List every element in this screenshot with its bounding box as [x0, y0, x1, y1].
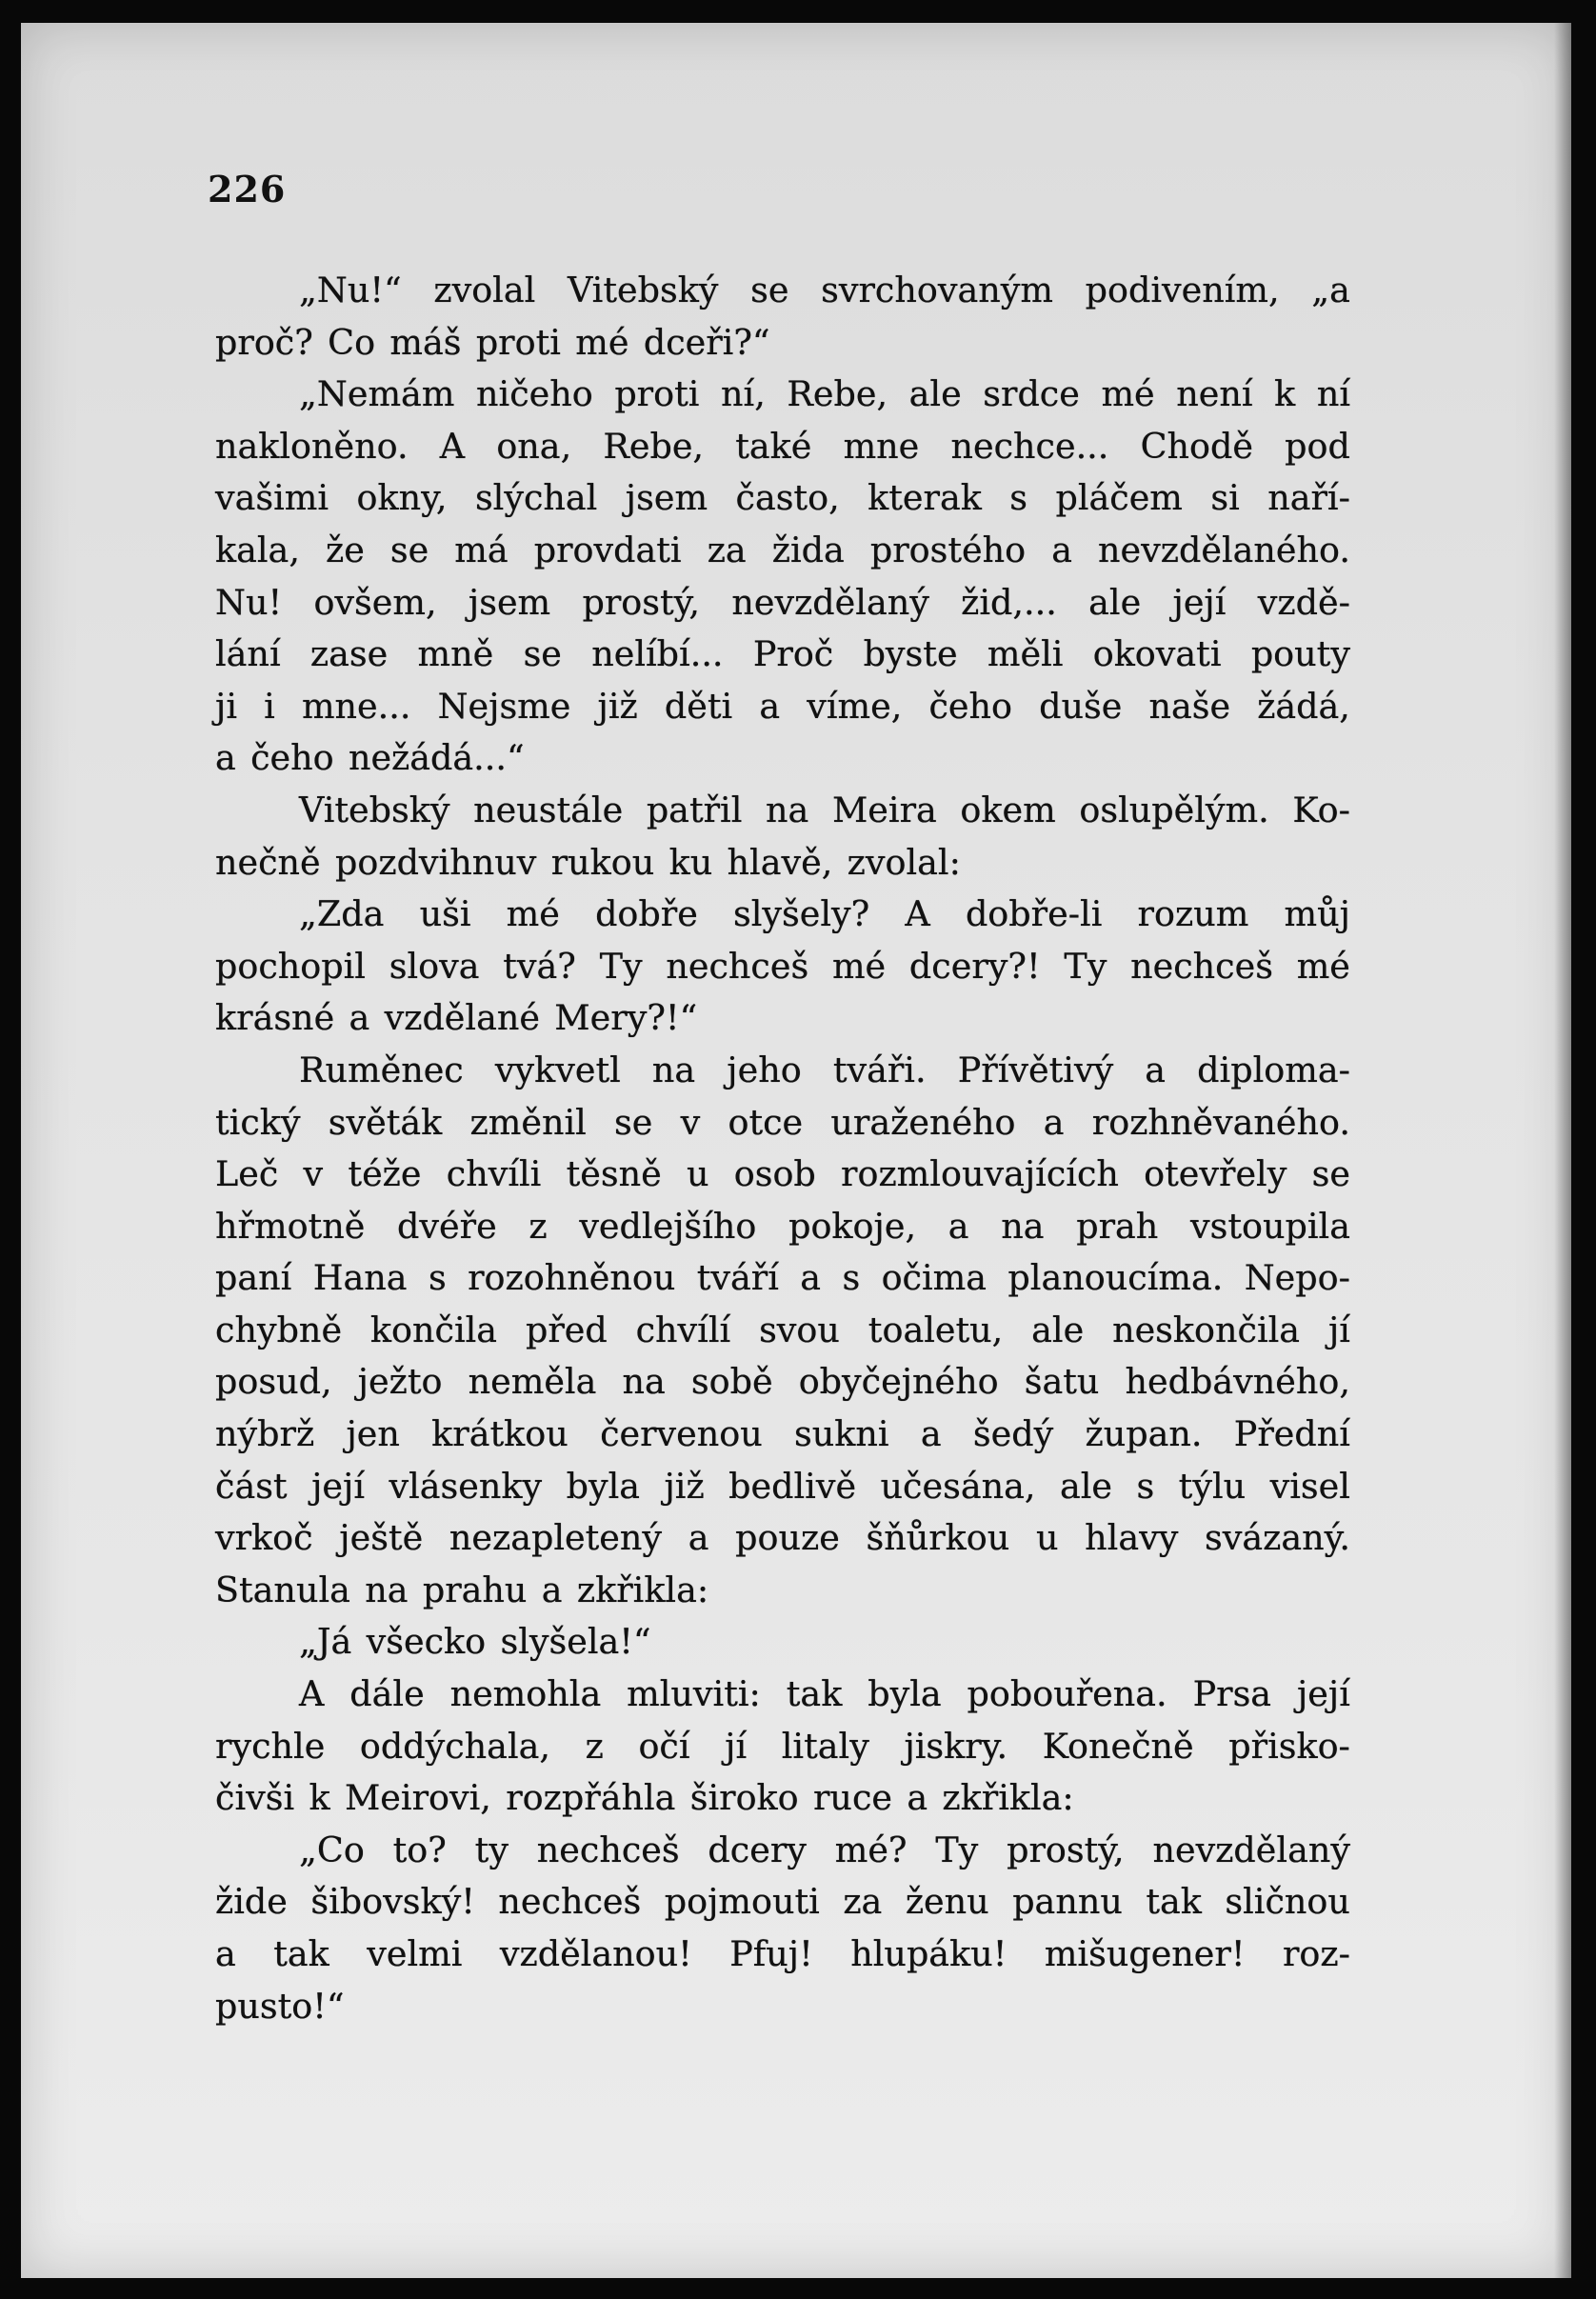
page-number: 226 [208, 168, 287, 210]
text-line: Vitebský neustále patřil na Meira okem oslupělým. Ko- [299, 789, 1350, 830]
text-line: „Já všecko slyšela!“ [299, 1621, 651, 1663]
text-line: rychle oddýchala, z očí jí litaly jiskry. Konečně přisko- [215, 1725, 1350, 1767]
text-line: ji i mne... Nejsme již děti a víme, čeho duše naše žádá, [215, 685, 1350, 727]
text-line: a tak velmi vzdělanou! Pfuj! hlupáku! mišugener! roz- [215, 1933, 1350, 1974]
text-line: „Co to? ty nechceš dcery mé? Ty prostý, nevzdělaný [299, 1829, 1350, 1870]
text-line: a čeho nežádá...“ [215, 737, 525, 779]
text-line: vašimi okny, slýchal jsem často, kterak s pláčem si naří- [215, 477, 1350, 519]
text-line: nýbrž jen krátkou červenou sukni a šedý župan. Přední [215, 1413, 1350, 1455]
body-text [215, 265, 1350, 2032]
text-line: část její vlásenky byla již bedlivě učesána, ale s týlu visel [215, 1465, 1350, 1507]
text-line: „Nu!“ zvolal Vitebský se svrchovaným podivením, „a [299, 270, 1350, 310]
text-line: krásné a vzdělané Mery?!“ [215, 997, 698, 1039]
text-line: posud, ježto neměla na sobě obyčejného šatu hedbávného, [215, 1361, 1350, 1403]
text-line: proč? Co máš proti mé dceři?“ [215, 321, 770, 363]
text-line: pusto!“ [215, 1985, 345, 2027]
text-line: žide šibovský! nechceš pojmouti za ženu pannu tak sličnou [215, 1881, 1350, 1923]
text-line: „Zda uši mé dobře slyšely? A dobře-li rozum můj [299, 893, 1350, 935]
text-line: Stanula na prahu a zkřikla: [215, 1569, 709, 1610]
text-line: A dále nemohla mluviti: tak byla pobouřena. Prsa její [299, 1673, 1350, 1715]
text-line: Leč v téže chvíli těsně u osob rozmlouvajících otevřely se [215, 1153, 1350, 1195]
text-line: nečně pozdvihnuv rukou ku hlavě, zvolal: [215, 841, 961, 883]
text-line: „Nemám ničeho proti ní, Rebe, ale srdce mé není k ní [299, 373, 1350, 415]
text-line: pochopil slova tvá? Ty nechceš mé dcery?! Ty nechceš mé [215, 945, 1350, 987]
text-line: chybně končila před chvílí svou toaletu, ale neskončila jí [215, 1309, 1350, 1350]
text-line: hřmotně dvéře z vedlejšího pokoje, a na prah vstoupila [215, 1205, 1350, 1247]
text-line: kala, že se má provdati za žida prostého a nevzdělaného. [215, 529, 1350, 570]
text-line: Ruměnec vykvetl na jeho tváři. Přívětivý a diploma- [299, 1049, 1350, 1090]
text-line: čivši k Meirovi, rozpřáhla široko ruce a zkřikla: [215, 1777, 1074, 1819]
text-line: lání zase mně se nelíbí... Proč byste měli okovati pouty [215, 633, 1350, 675]
text-line: nakloněno. A ona, Rebe, také mne nechce... Chodě pod [215, 425, 1350, 467]
text-line: Nu! ovšem, jsem prostý, nevzdělaný žid,... ale její vzdě- [215, 581, 1350, 623]
text-line: paní Hana s rozohněnou tváří a s očima planoucíma. Nepo- [215, 1257, 1350, 1299]
text-line: tický světák změnil se v otce uraženého a rozhněvaného. [215, 1101, 1350, 1143]
text-line: vrkoč ještě nezapletený a pouze šňůrkou u hlavy svázaný. [215, 1517, 1350, 1559]
